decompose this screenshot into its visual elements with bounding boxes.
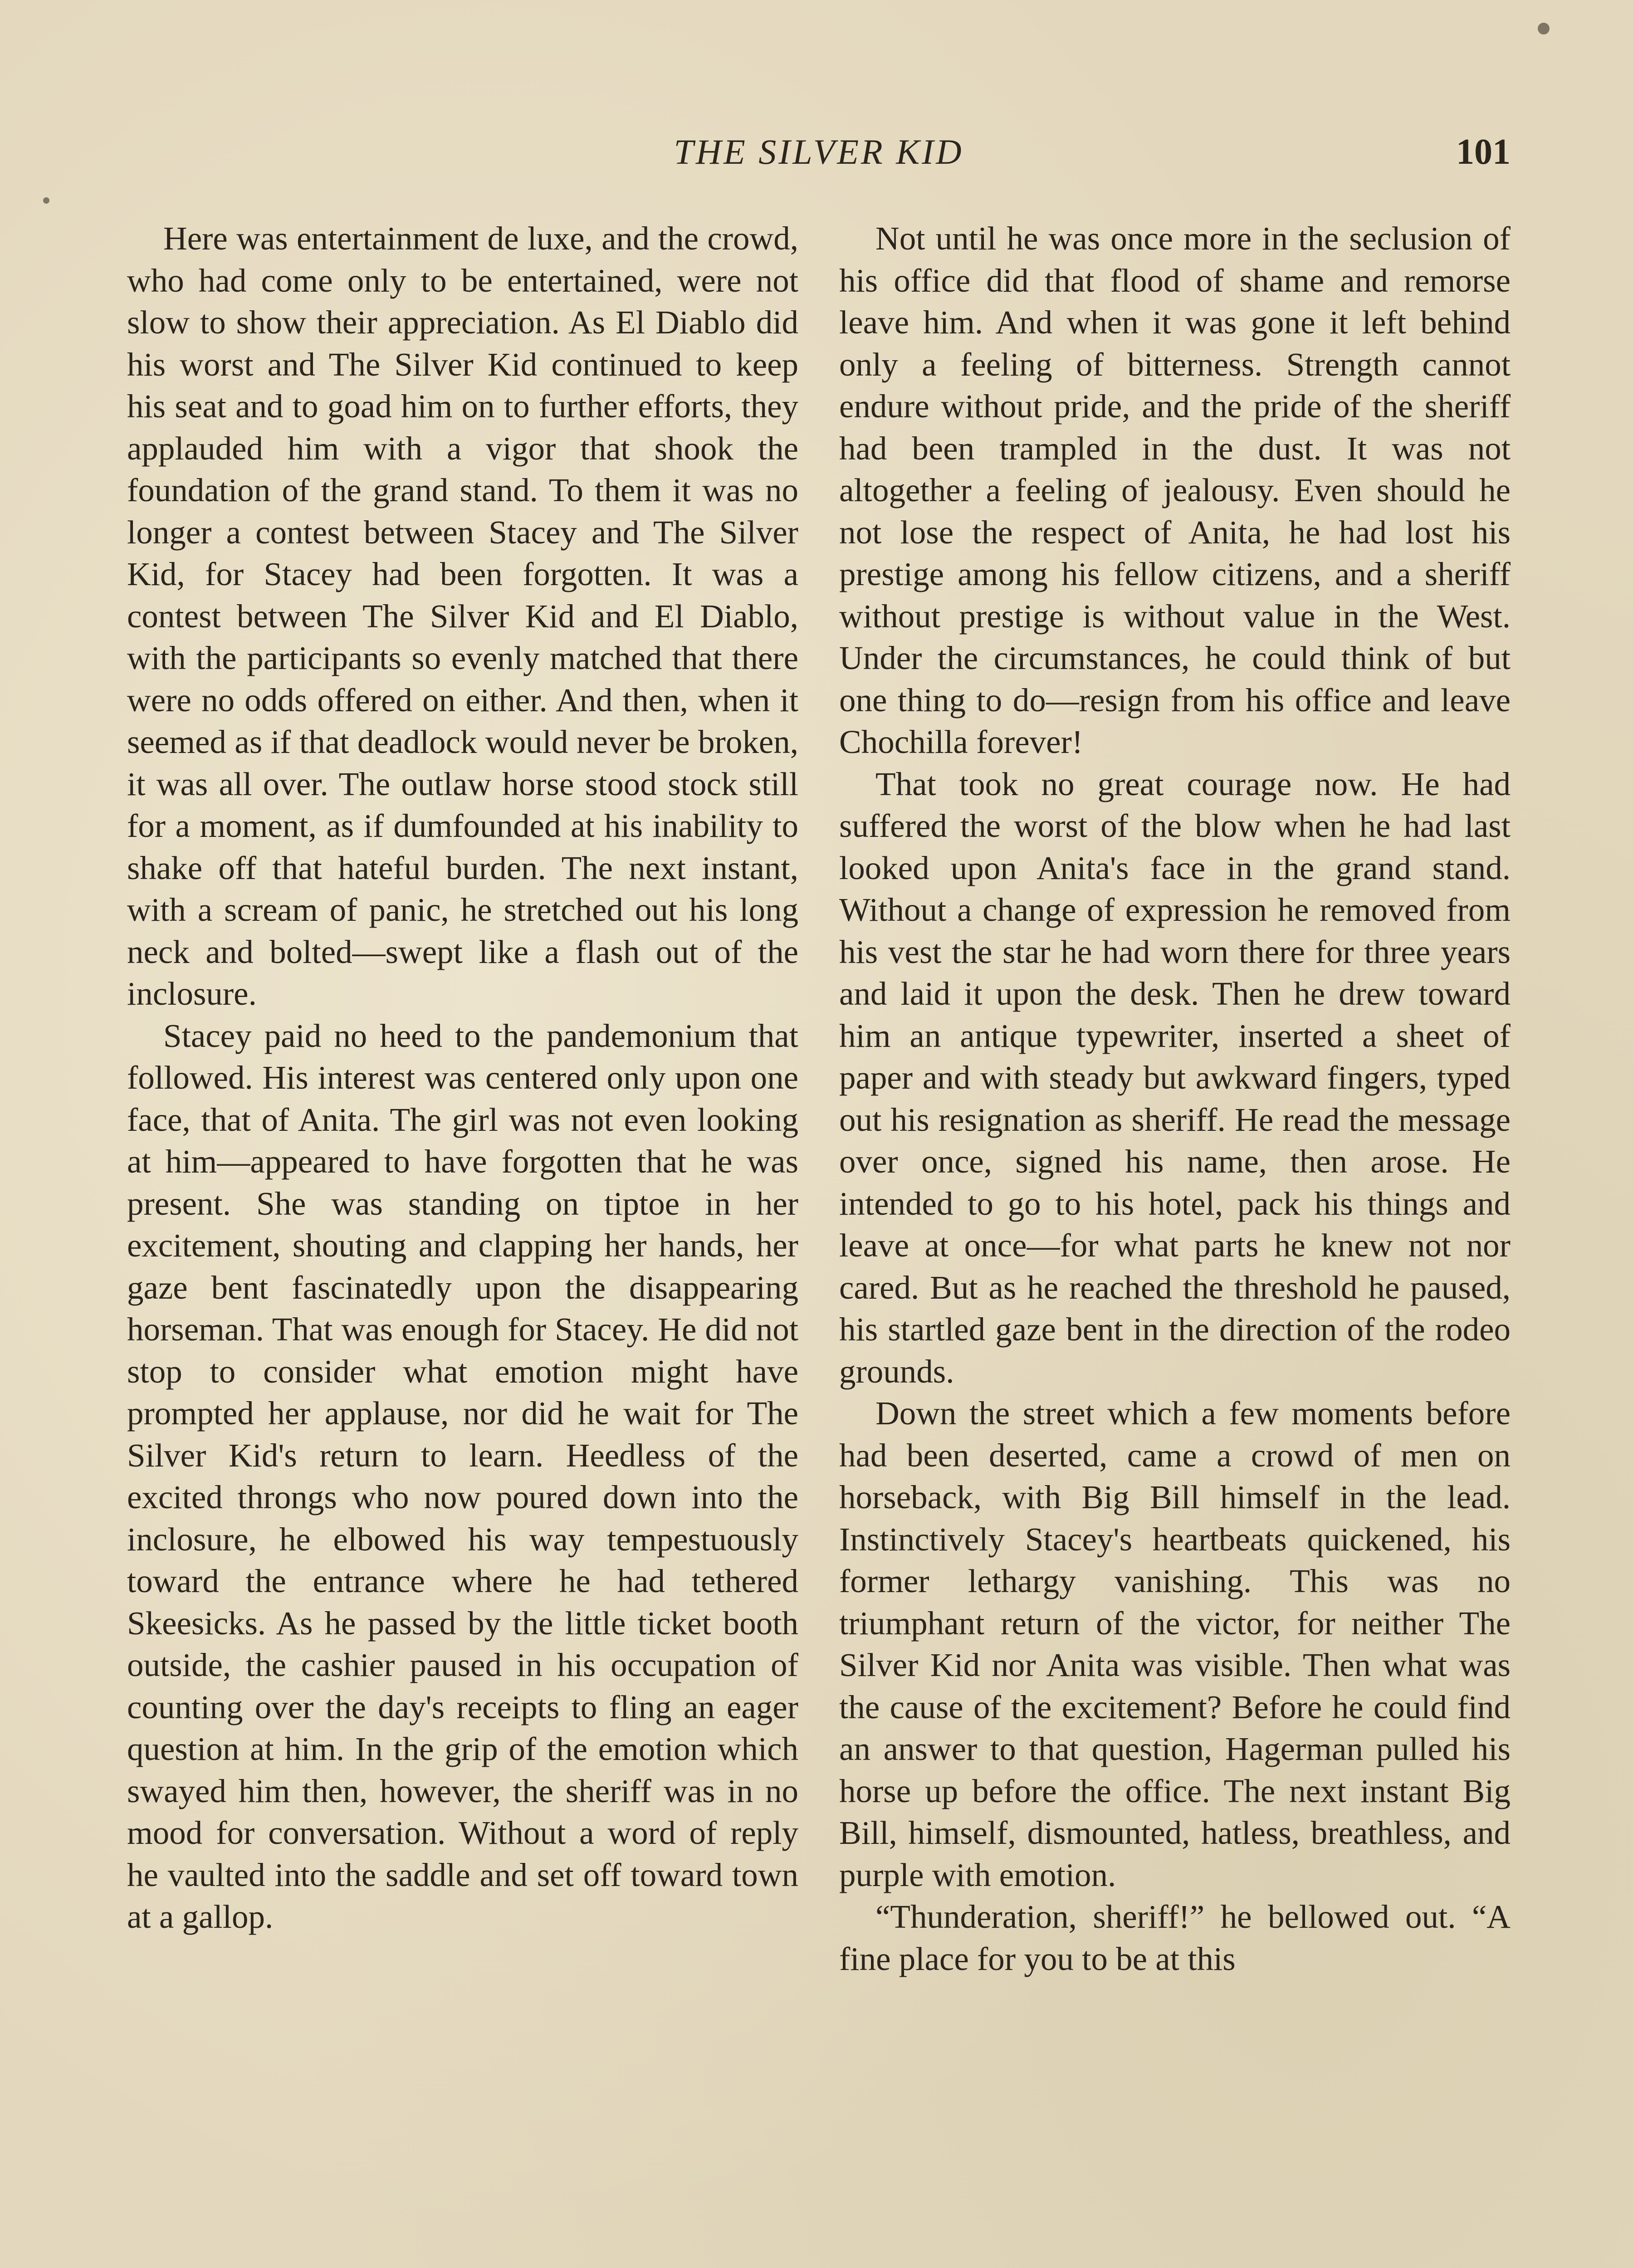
- paragraph: Stacey paid no heed to the pandemonium that followed. His interest was centered only upon one face, that of Anita. The girl was not even looking at him—appeared to have forgotten that he was present. She was standing on tiptoe in her excitement, shouting and clapping her hands, her gaze bent fascinatedly upon the disappearing horseman. That was enough for Stacey. He did not stop to consider what emotion might have prompted her applause, nor did he wait for The Silver Kid's return to learn. Heedless of the excited throngs who now poured down into the inclosure, he elbowed his way tempestuously toward the entrance where he had tethered Skeesicks. As he passed by the little ticket booth outside, the cashier paused in his occupation of counting over the day's receipts to fling an eager question at him. In the grip of the emotion which swayed him then, however, the sheriff was in no mood for conversation. Without a word of reply he vaulted into the saddle and set off toward town at a gallop.: [127, 1017, 798, 1935]
- paragraph: Not until he was once more in the seclusion of his office did that flood of shame and remorse leave him. And when it was gone it left behind only a feeling of bitterness. Strength cannot endure without pride, and the pride of the sheriff had been trampled in the dust. It was not altogether a feeling of jealousy. Even should he not lose the respect of Anita, he had lost his prestige among his fellow citizens, and a sheriff without prestige is without value in the West. Under the circumstances, he could think of but one thing to do—resign from his office and leave Chochilla forever!: [839, 220, 1511, 760]
- paper-speck: [1538, 23, 1550, 34]
- page-header: [127, 132, 1511, 181]
- page-number: 101: [1456, 132, 1511, 172]
- paper-speck: [43, 197, 49, 204]
- left-column: [127, 218, 798, 2268]
- paragraph: “Thunderation, sheriff!” he bellowed out. “A fine place for you to be at this: [839, 1898, 1511, 1977]
- text-columns: [127, 218, 1511, 2268]
- paragraph: Here was entertainment de luxe, and the crowd, who had come only to be entertained, were not slow to show their appreciation. As El Diablo did his worst and The Silver Kid continued to keep his seat and to goad him on to further efforts, they applauded him with a vigor that shook the foundation of the grand stand. To them it was no longer a contest between Stacey and The Silver Kid, for Stacey had been forgotten. It was a contest between The Silver Kid and El Diablo, with the participants so evenly matched that there were no odds offered on either. And then, when it seemed as if that deadlock would never be broken, it was all over. The outlaw horse stood stock still for a moment, as if dumfounded at his inability to shake off that hateful burden. The next instant, with a scream of panic, he stretched out his long neck and bolted—swept like a flash out of the inclosure.: [127, 220, 798, 1012]
- right-column: [839, 218, 1511, 2268]
- paragraph: That took no great courage now. He had suffered the worst of the blow when he had last looked upon Anita's face in the grand stand. Without a change of expression he removed from his vest the star he had worn there for three years and laid it upon the desk. Then he drew toward him an antique typewriter, inserted a sheet of paper and with steady but awkward fingers, typed out his resignation as sheriff. He read the message over once, signed his name, then arose. He intended to go to his hotel, pack his things and leave at once—for what parts he knew not nor cared. But as he reached the threshold he paused, his startled gaze bent in the direction of the rodeo grounds.: [839, 765, 1511, 1390]
- running-title: THE SILVER KID: [674, 132, 964, 171]
- paragraph: Down the street which a few moments before had been deserted, came a crowd of men on horseback, with Big Bill himself in the lead. Instinctively Stacey's heartbeats quickened, his former lethargy vanishing. This was no triumphant return of the victor, for neither The Silver Kid nor Anita was visible. Then what was the cause of the excitement? Before he could find an answer to that question, Hagerman pulled his horse up before the office. The next instant Big Bill, himself, dismounted, hatless, breathless, and purple with emotion.: [839, 1395, 1511, 1893]
